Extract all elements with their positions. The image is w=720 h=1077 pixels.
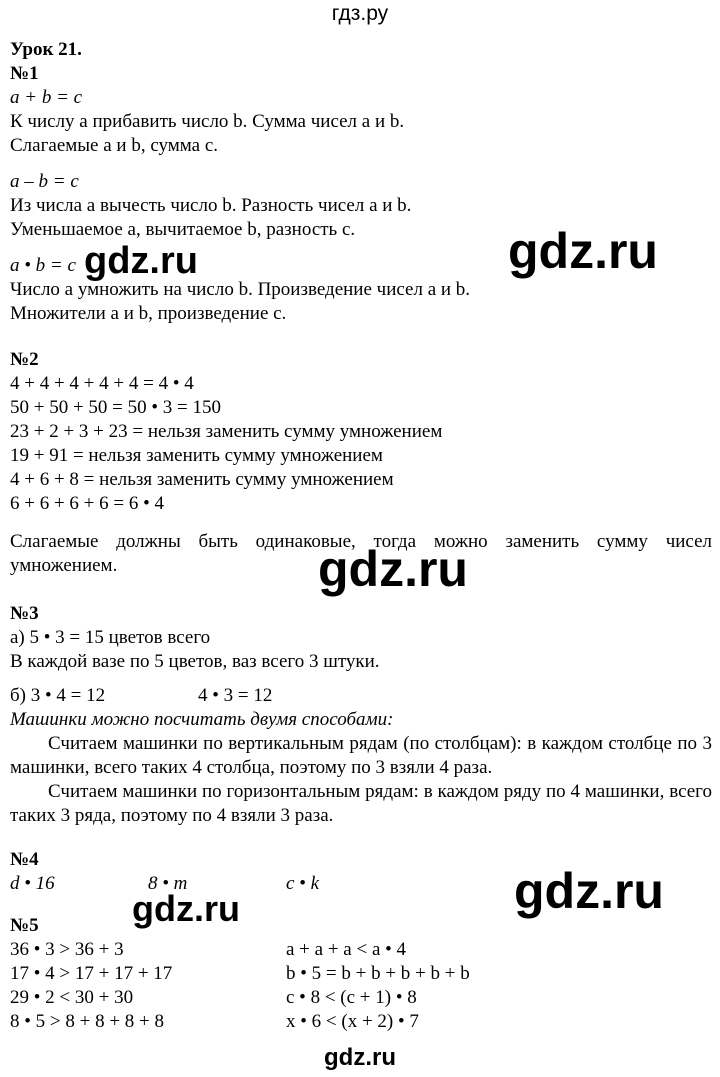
task5-left-comparison: 17 • 4 > 17 + 17 + 17 bbox=[10, 963, 173, 984]
task2-line: 6 + 6 + 6 + 6 = 6 • 4 bbox=[10, 493, 165, 514]
task3-a-text: В каждой вазе по 5 цветов, ваз всего 3 штуки. bbox=[10, 651, 380, 672]
task1-formula-diff: a – b = c bbox=[10, 171, 79, 192]
task5-right-comparison: a + a + a < a • 4 bbox=[286, 939, 407, 960]
task3-b-equation-right: 4 • 3 = 12 bbox=[198, 685, 273, 706]
site-header: гдз.ру bbox=[331, 2, 389, 25]
task2-line: 19 + 91 = нельзя заменить сумму умножением bbox=[10, 445, 383, 466]
task2-line: 23 + 2 + 3 + 23 = нельзя заменить сумму умножением bbox=[10, 421, 443, 442]
task2-title: №2 bbox=[10, 349, 39, 370]
task5-left-comparison: 8 • 5 > 8 + 8 + 8 + 8 bbox=[10, 1011, 165, 1032]
task2-line: 50 + 50 + 50 = 50 • 3 = 150 bbox=[10, 397, 222, 418]
task5-left-comparison: 36 • 3 > 36 + 3 bbox=[10, 939, 124, 960]
task5-left-comparison: 29 • 2 < 30 + 30 bbox=[10, 987, 134, 1008]
watermark: gdz.ru bbox=[514, 863, 664, 919]
task5-title: №5 bbox=[10, 915, 39, 936]
task3-b-equation-left: б) 3 • 4 = 12 bbox=[10, 685, 106, 706]
task3-paragraph-columns: Считаем машинки по вертикальным рядам (по столбцам): в каждом столбце по 3 машинки, всего таких 4 столбца, поэтому по 3 взяли 4 раза. bbox=[10, 733, 712, 778]
task3-a-equation: а) 5 • 3 = 15 цветов всего bbox=[10, 627, 211, 648]
task3-b-italic-note: Машинки можно посчитать двумя способами: bbox=[10, 709, 394, 730]
task2-line: 4 + 6 + 8 = нельзя заменить сумму умножением bbox=[10, 469, 394, 490]
task2-line: 4 + 4 + 4 + 4 + 4 = 4 • 4 bbox=[10, 373, 194, 394]
task4-expression: 8 • m bbox=[148, 873, 188, 894]
lesson-title: Урок 21. bbox=[10, 39, 82, 60]
watermark: gdz.ru bbox=[318, 541, 468, 597]
task5-right-comparison: x • 6 < (x + 2) • 7 bbox=[286, 1011, 419, 1032]
task1-sum-text: К числу a прибавить число b. Сумма чисел a и b. bbox=[10, 111, 405, 132]
task1-sum-terms: Слагаемые a и b, сумма c. bbox=[10, 135, 219, 156]
task3-paragraph-rows: Считаем машинки по горизонтальным рядам: в каждом ряду по 4 машинки, всего таких 3 ряда, поэтому по 4 взяли 3 раза. bbox=[10, 781, 712, 826]
task1-prod-text: Число a умножить на число b. Произведение чисел a и b. bbox=[10, 279, 471, 300]
task1-formula-prod: a • b = c bbox=[10, 255, 76, 276]
watermark: gdz.ru bbox=[508, 223, 658, 279]
footer-site: gdz.ru bbox=[324, 1044, 396, 1071]
watermark: gdz.ru bbox=[132, 888, 240, 929]
task2-conclusion: Слагаемые должны быть одинаковые, тогда можно заменить сумму чисел умножением. bbox=[10, 531, 712, 576]
task4-expression: d • 16 bbox=[10, 873, 55, 894]
task3-title: №3 bbox=[10, 603, 39, 624]
task4-title: №4 bbox=[10, 849, 39, 870]
task1-diff-text: Из числа a вычесть число b. Разность чисел a и b. bbox=[10, 195, 412, 216]
task1-formula-sum: a + b = c bbox=[10, 87, 83, 108]
task1-diff-terms: Уменьшаемое a, вычитаемое b, разность c. bbox=[10, 219, 356, 240]
task5-right-comparison: b • 5 = b + b + b + b + b bbox=[286, 963, 470, 984]
task4-expression: c • k bbox=[286, 873, 320, 894]
task5-right-comparison: c • 8 < (c + 1) • 8 bbox=[286, 987, 417, 1008]
task1-title: №1 bbox=[10, 63, 39, 84]
watermark: gdz.ru bbox=[84, 240, 198, 282]
task1-prod-terms: Множители a и b, произведение c. bbox=[10, 303, 287, 324]
